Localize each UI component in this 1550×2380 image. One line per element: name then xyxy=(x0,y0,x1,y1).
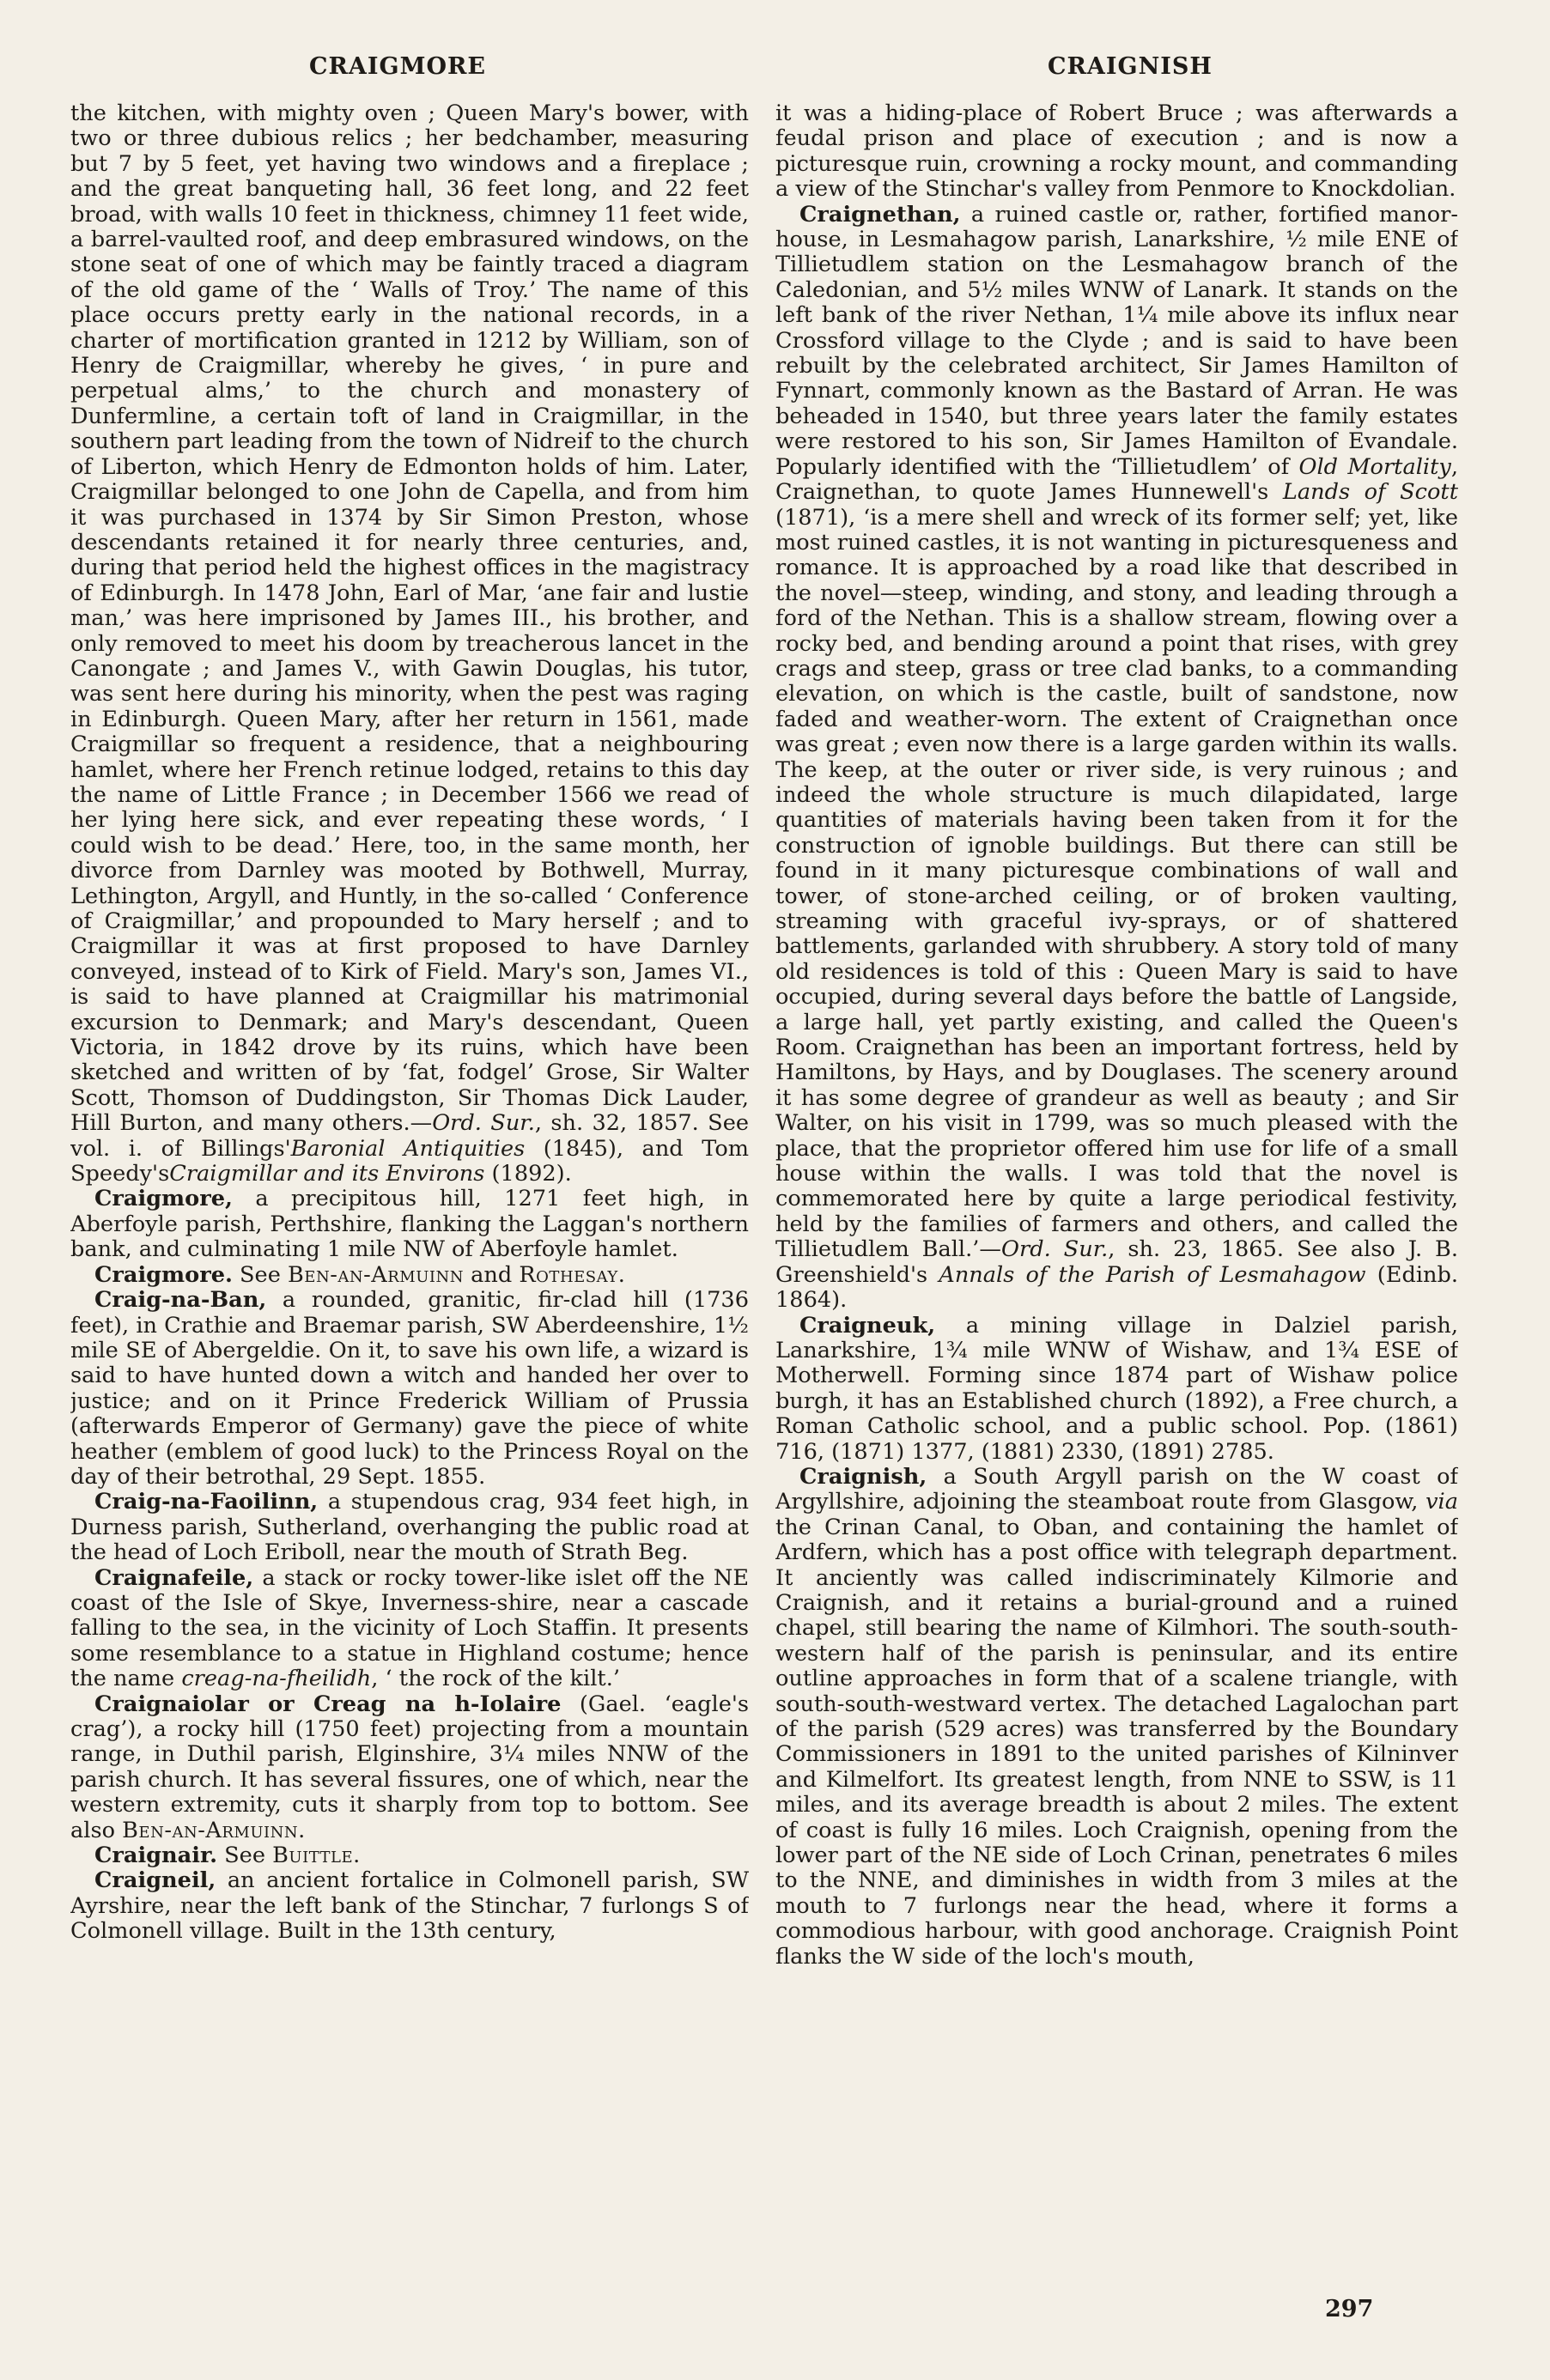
headword: Craigneil, xyxy=(94,1867,216,1894)
headword: Craignair. xyxy=(94,1843,218,1869)
headword: Craignethan, xyxy=(799,201,961,228)
page-number: 297 xyxy=(1325,2296,1374,2322)
entry-craigmore-2: Craigmore. See Ben-an-Armuinn and Rothesay. xyxy=(94,1261,625,1288)
entry-craig-na-ban: Craig-na-Ban, a rounded, granitic, fir-clad hill (1736 feet), in Crathie and Braemar parish, SW Aberdeenshire, 1½ mile SE of Abergeldie. On it, to save his own life, a wizard is said to have hunted down a witch and handed her over to justice; and on it Prince Frederick William of Prussia (afterwards Emperor of Germany) gave the piece of white heather (emblem of good luck) to the Princess Royal on the day of their betrothal, 29 Sept. 1855. xyxy=(70,1287,749,1490)
right-column xyxy=(775,101,1458,2299)
running-head-right: CRAIGNISH xyxy=(1048,53,1213,80)
headword: Craignaiolar or Creag na h-Iolaire xyxy=(94,1691,562,1717)
left-column xyxy=(70,101,749,2299)
entry-craignaiolar: Craignaiolar or Creag na h-Iolaire (Gael. ‘eagle's crag’), a rocky hill (1750 feet) projecting from a mountain range, in Duthil parish, Elginshire, 3¼ miles NNW of the parish church. It has several fissures, one of which, near the western extremity, cuts it sharply from top to bottom. See also Ben-an-Armuinn. xyxy=(70,1691,749,1843)
cross-reference: Ben-an-Armuinn xyxy=(122,1817,299,1843)
headword: Craigmore, xyxy=(94,1186,233,1212)
headword: Craigneuk, xyxy=(799,1312,936,1339)
entry-craigmore-1: Craigmore, a precipitous hill, 1271 feet high, in Aberfoyle parish, Perthshire, flanking the Laggan's northern bank, and culminating 1 mile NW of Aberfoyle hamlet. xyxy=(70,1186,749,1263)
craigneil-continuation: it was a hiding-place of Robert Bruce ; was afterwards a feudal prison and place of execution ; and is now a picturesque ruin, crowning a rocky mount, and commanding a view of the Stinchar's valley from Penmore to Knockdolian. xyxy=(775,101,1458,203)
cross-reference: Buittle xyxy=(272,1843,354,1869)
headword: Craigmore. xyxy=(94,1261,233,1288)
headword: Craignafeile, xyxy=(94,1564,254,1591)
headword: Craig-na-Faoilinn, xyxy=(94,1489,319,1515)
entry-craignethan: Craignethan, a ruined castle or, rather, fortified manor-house, in Lesmahagow parish, Lanarkshire, ½ mile ENE of Tillietudlem station on the Lesmahagow branch of the Caledonian, and 5½ miles WNW of Lanark. It stands on the left bank of the river Nethan, 1¼ mile above its influx near Crossford village to the Clyde ; and is said to have been rebuilt by the celebrated architect, Sir James Hamilton of Fynnart, commonly known as the Bastard of Arran. He was beheaded in 1540, but three years later the family estates were restored to his son, Sir James Hamilton of Evandale. Popularly identified with the ‘Tillietudlem’ of Old Mortality, Craignethan, to quote James Hunnewell's Lands of Scott (1871), ‘is a mere shell and wreck of its former self; yet, like most ruined castles, it is not wanting in picturesqueness and romance. It is approached by a road like that described in the novel—steep, winding, and stony, and leading through a ford of the Nethan. This is a shallow stream, flowing over a rocky bed, and bending around a point that rises, with grey crags and steep, grass or tree clad banks, to a commanding elevation, on which is the castle, built of sandstone, now faded and weather-worn. The extent of Craignethan once was great ; even now there is a large garden within its walls. The keep, at the outer or river side, is very ruinous ; and indeed the whole structure is much dilapidated, large quantities of materials having been taken from it for the construction of ignoble buildings. But there can still be found in it many picturesque combinations of wall and tower, of stone-arched ceiling, or of broken vaulting, streaming with graceful ivy-sprays, or of shattered battlements, garlanded with shrubbery. A story told of many old residences is told of this : Queen Mary is said to have occupied, during several days before the battle of Langside, a large hall, yet partly existing, and called the Queen's Room. Craignethan has been an important fortress, held by Hamiltons, by Hays, and by Douglases. The scenery around it has some degree of grandeur as well as beauty ; and Sir Walter, on his visit in 1799, was so much pleased with the place, that the proprietor offered him use for life of a small house within the walls. I was told that the novel is commemorated here by quite a large periodical festivity, held by the families of farmers and others, and called the Tillietudlem Ball.’—Ord. Sur., sh. 23, 1865. See also J. B. Greenshield's Annals of the Parish of Lesmahagow (Edinb. 1864). xyxy=(775,201,1458,1314)
cross-reference: Ben-an-Armuinn xyxy=(288,1261,464,1288)
entry-craignafeile: Craignafeile, a stack or rocky tower-like islet off the NE coast of the Isle of Skye, Inverness-shire, near a cascade falling to the sea, in the vicinity of Loch Staffin. It presents some resemblance to a statue in Highland costume; hence the name creag-na-fheilidh, ‘ the rock of the kilt.’ xyxy=(70,1564,749,1692)
entry-craigneil: Craigneil, an ancient fortalice in Colmonell parish, SW Ayrshire, near the left bank of the Stinchar, 7 furlongs S of Colmonell village. Built in the 13th century, xyxy=(70,1867,749,1945)
running-head-left: CRAIGMORE xyxy=(309,53,486,80)
entry-craigneuk: Craigneuk, a mining village in Dalziel parish, Lanarkshire, 1¾ mile WNW of Wishaw, and 1¾ ESE of Motherwell. Forming since 1874 part of Wishaw police burgh, it has an Established church (1892), a Free church, a Roman Catholic school, and a public school. Pop. (1861) 716, (1871) 1377, (1881) 2330, (1891) 2785. xyxy=(775,1312,1458,1465)
headword: Craig-na-Ban, xyxy=(94,1287,267,1314)
craigmillar-continuation: the kitchen, with mighty oven ; Queen Mary's bower, with two or three dubious relics ; her bedchamber, measuring but 7 by 5 feet, yet having two windows and a fireplace ; and the great banqueting hall, 36 feet long, and 22 feet broad, with walls 10 feet in thickness, chimney 11 feet wide, a barrel-vaulted roof, and deep embrasured windows, on the stone seat of one of which may be faintly traced a diagram of the old game of the ‘ Walls of Troy.’ The name of this place occurs pretty early in the national records, in a charter of mortification granted in 1212 by William, son of Henry de Craigmillar, whereby he gives, ‘ in pure and perpetual alms,’ to the church and monastery of Dunfermline, a certain toft of land in Craigmillar, in the southern part leading from the town of Nidreif to the church of Liberton, which Henry de Edmonton holds of him. Later, Craigmillar belonged to one John de Capella, and from him it was purchased in 1374 by Sir Simon Preston, whose descendants retained it for nearly three centuries, and, during that period held the highest offices in the magistracy of Edinburgh. In 1478 John, Earl of Mar, ‘ane fair and lustie man,’ was here imprisoned by James III., his brother, and only removed to meet his doom by treacherous lancet in the Canongate ; and James V., with Gawin Douglas, his tutor, was sent here during his minority, when the pest was raging in Edinburgh. Queen Mary, after her return in 1561, made Craigmillar so frequent a residence, that a neighbouring hamlet, where her French retinue lodged, retains to this day the name of Little France ; in December 1566 we read of her lying here sick, and ever repeating these words, ‘ I could wish to be dead.’ Here, too, in the same month, her divorce from Darnley was mooted by Bothwell, Murray, Lethington, Argyll, and Huntly, in the so-called ‘ Conference of Craigmillar,’ and propounded to Mary herself ; and to Craigmillar it was at first proposed to have Darnley conveyed, instead of to Kirk of Field. Mary's son, James VI., is said to have planned at Craigmillar his matrimonial excursion to Denmark; and Mary's descendant, Queen Victoria, in 1842 drove by its ruins, which have been sketched and written of by ‘fat, fodgel’ Grose, Sir Walter Scott, Thomson of Duddingston, Sir Thomas Dick Lauder, Hill Burton, and many others.—Ord. Sur., sh. 32, 1857. See vol. i. of Billings'Baronial Antiquities (1845), and Tom Speedy'sCraigmillar and its Environs (1892). xyxy=(70,101,749,1187)
entry-craignish: Craignish, a South Argyll parish on the W coast of Argyllshire, adjoining the steamboat route from Glasgow, via the Crinan Canal, to Oban, and containing the hamlet of Ardfern, which has a post office with telegraph department. It anciently was called indiscriminately Kilmorie and Craignish, and it retains a burial-ground and a ruined chapel, still bearing the name of Kilmhori. The south-south-western half of the parish is peninsular, and its entire outline approaches in form that of a scalene triangle, with south-south-westward vertex. The detached Lagalochan part of the parish (529 acres) was transferred by the Boundary Commissioners in 1891 to the united parishes of Kilninver and Kilmelfort. Its greatest length, from NNE to SSW, is 11 miles, and its average breadth is about 2 miles. The extent of coast is fully 16 miles. Loch Craignish, opening from the lower part of the NE side of Loch Crinan, penetrates 6 miles to the NNE, and diminishes in width from 3 miles at the mouth to 7 furlongs near the head, where it forms a commodious harbour, with good anchorage. Craignish Point flanks the W side of the loch's mouth, xyxy=(775,1463,1458,1970)
entry-craig-na-faoilinn: Craig-na-Faoilinn, a stupendous crag, 934 feet high, in Durness parish, Sutherland, overhanging the public road at the head of Loch Eriboll, near the mouth of Strath Beg. xyxy=(70,1489,749,1566)
headword: Craignish, xyxy=(799,1463,927,1490)
entry-craignair: Craignair. See Buittle. xyxy=(94,1843,361,1869)
cross-reference: Rothesay xyxy=(519,1261,618,1288)
